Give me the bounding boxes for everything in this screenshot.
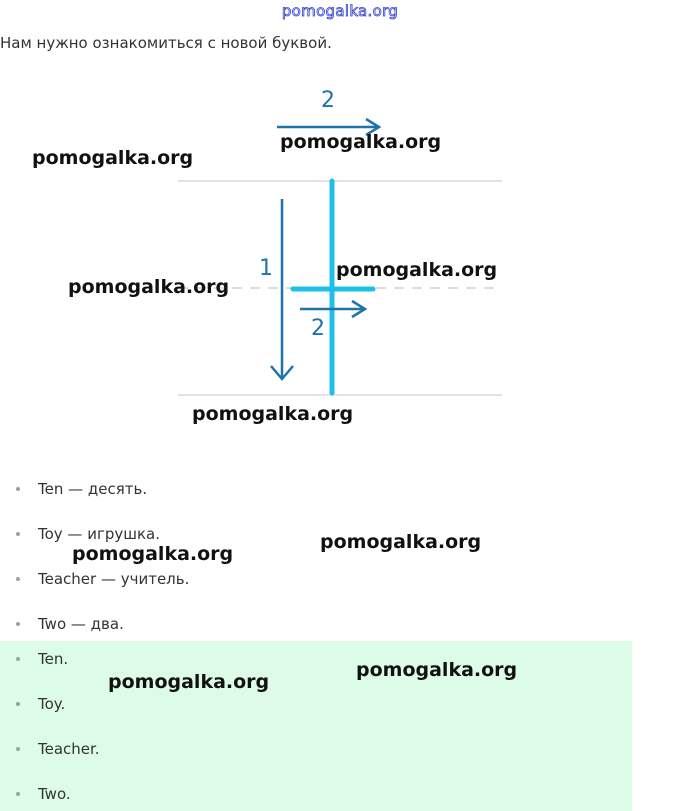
intro-text: Нам нужно ознакомиться с новой буквой. [0,34,332,52]
watermark: pomogalka.org [32,147,194,169]
list-item: Ten — десять. [16,480,147,498]
list-item: Two — два. [16,615,124,633]
bullet-icon [16,657,20,661]
bullet-icon [16,747,20,751]
bullet-icon [16,792,20,796]
list-item: Toy — игрушка. [16,525,160,543]
bullet-icon [16,622,20,626]
watermark: pomogalka.org [336,259,498,281]
list-item: Toy. [16,695,65,713]
list-item: Ten. [16,650,68,668]
answer-box [0,641,632,811]
watermark: pomogalka.org [108,671,270,693]
top-arrow-label: 2 [321,88,335,113]
watermark: pomogalka.org [192,403,354,425]
watermark: pomogalka.org [72,543,234,565]
list-item: Teacher — учитель. [16,570,189,588]
bullet-icon [16,577,20,581]
watermark: pomogalka.org [68,276,230,298]
bullet-icon [16,532,20,536]
watermark: pomogalka.org [320,531,482,553]
list-item: Two. [16,785,71,803]
list-item: Teacher. [16,740,100,758]
down-arrow-label: 1 [259,256,273,281]
cross-arrow-label: 2 [311,316,325,341]
site-link[interactable]: pomogalka.org [281,2,399,20]
bullet-icon [16,487,20,491]
watermark: pomogalka.org [356,659,518,681]
bullet-icon [16,702,20,706]
watermark: pomogalka.org [280,131,442,153]
